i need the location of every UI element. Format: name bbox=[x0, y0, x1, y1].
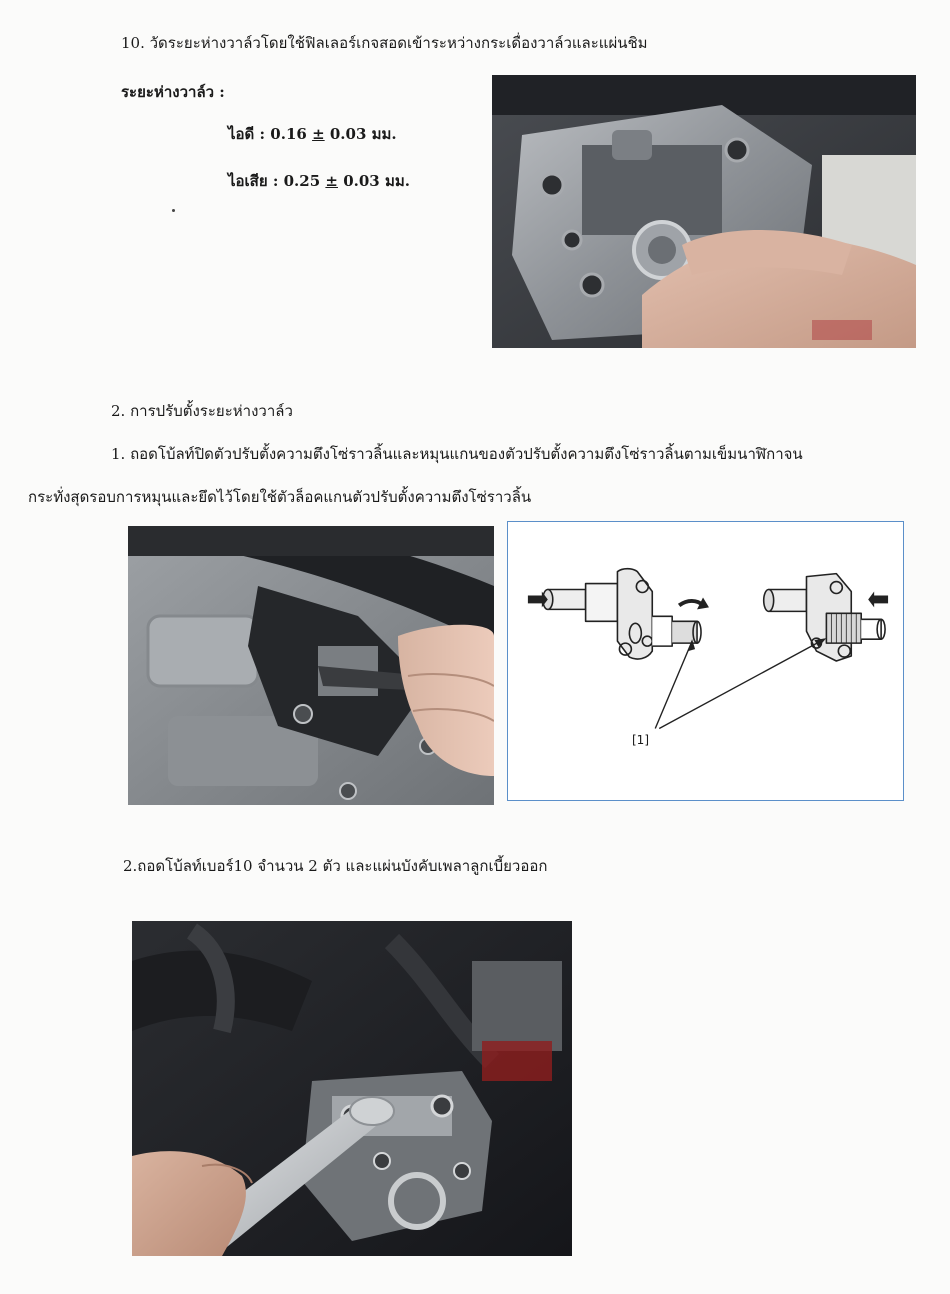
camshaft-plate-photo bbox=[132, 921, 572, 1256]
intake-plusminus: ± bbox=[312, 125, 325, 143]
intake-value: 0.16 bbox=[270, 125, 307, 143]
intake-clearance bbox=[228, 124, 397, 144]
step1-line1: 1. ถอดโบ้ลท์ปิดตัวปรับตั้งความตึงโซ่ราวลิ้นและหมุนแกนของตัวปรับตั้งความตึงโซ่ราวลิ้นตามเข็มนาฬิกาจน bbox=[111, 445, 803, 463]
valve-clearance-photo bbox=[492, 75, 916, 348]
leader-line-right bbox=[659, 639, 824, 728]
exhaust-tolerance: 0.03 มม. bbox=[337, 172, 410, 190]
exhaust-label: ไอเสีย : bbox=[228, 172, 284, 190]
step10-text: 10. วัดระยะห่างวาล์วโดยใช้ฟิลเลอร์เกจสอดเข้าระหว่างกระเดื่องวาล์วและแผ่นชิม bbox=[121, 34, 648, 52]
tensioner-left bbox=[543, 569, 701, 659]
exhaust-plusminus: ± bbox=[325, 172, 338, 190]
tensioner-right bbox=[764, 574, 885, 661]
step2-text: 2.ถอดโบ้ลท์เบอร์10 จำนวน 2 ตัว และแผ่นบังคับเพลาลูกเบี้ยวออก bbox=[123, 857, 548, 875]
diagram-callout-label: [1] bbox=[632, 733, 649, 747]
step1-line2: กระทั่งสุดรอบการหมุนและยึดไว้โดยใช้ตัวล็อคแกนตัวปรับตั้งความตึงโซ่ราวลิ้น bbox=[28, 488, 532, 506]
section2-title: 2. การปรับตั้งระยะห่างวาล์ว bbox=[111, 402, 293, 420]
tensioner-bolt-photo bbox=[128, 526, 494, 805]
intake-label: ไอดี : bbox=[228, 125, 271, 143]
arrow-right-in bbox=[868, 592, 888, 608]
clearance-heading: ระยะห่างวาล์ว : bbox=[121, 83, 225, 101]
stray-mark bbox=[172, 209, 175, 212]
intake-tolerance: 0.03 มม. bbox=[324, 125, 397, 143]
tensioner-diagram bbox=[507, 521, 904, 801]
exhaust-value: 0.25 bbox=[283, 172, 321, 190]
exhaust-clearance bbox=[228, 171, 410, 191]
leader-line-left bbox=[655, 641, 692, 728]
